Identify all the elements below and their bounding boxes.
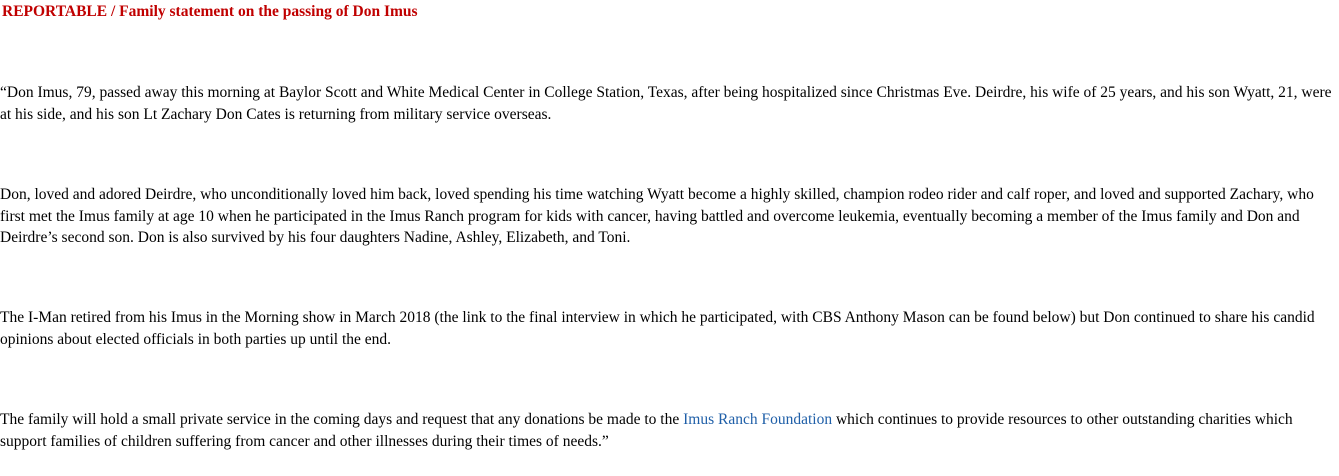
paragraph-3: The I-Man retired from his Imus in the Morning show in March 2018 (the link to the final interview in which he participated, with CBS Anthony Mason can be found below) but Don continued to share his candid opinions about elected officials in both parties up until the end. (0, 309, 1315, 348)
document-title: REPORTABLE / Family statement on the passing of Don Imus (2, 3, 418, 20)
paragraph-1: “Don Imus, 79, passed away this morning at Baylor Scott and White Medical Center in College Station, Texas, after being hospitalized since Christmas Eve. Deirdre, his wife of 25 years, and his son Wyatt, 21, were at his side, and his son Lt Zachary Don Cates is returning from military service overseas. (0, 84, 1332, 123)
imus-ranch-foundation-link[interactable]: Imus Ranch Foundation (683, 411, 833, 428)
paragraph-4-text-before-link: The family will hold a small private service in the coming days and request that any donations be made to the (0, 411, 684, 428)
paragraph-4-text-after-link: which continues to provide resources to other outstanding charities which support families of children suffering from cancer and other illnesses during their times of needs.” (0, 411, 1293, 450)
paragraph-4 (0, 409, 1337, 452)
paragraph-2: Don, loved and adored Deirdre, who unconditionally loved him back, loved spending his time watching Wyatt become a highly skilled, champion rodeo rider and calf roper, and loved and supported Zachary, who first met the Imus family at age 10 when he participated in the Imus Ranch program for kids with cancer, having battled and overcome leukemia, eventually becoming a member of the Imus family and Don and Deirdre’s second son. Don is also survived by his four daughters Nadine, Ashley, Elizabeth, and Toni. (0, 186, 1314, 246)
